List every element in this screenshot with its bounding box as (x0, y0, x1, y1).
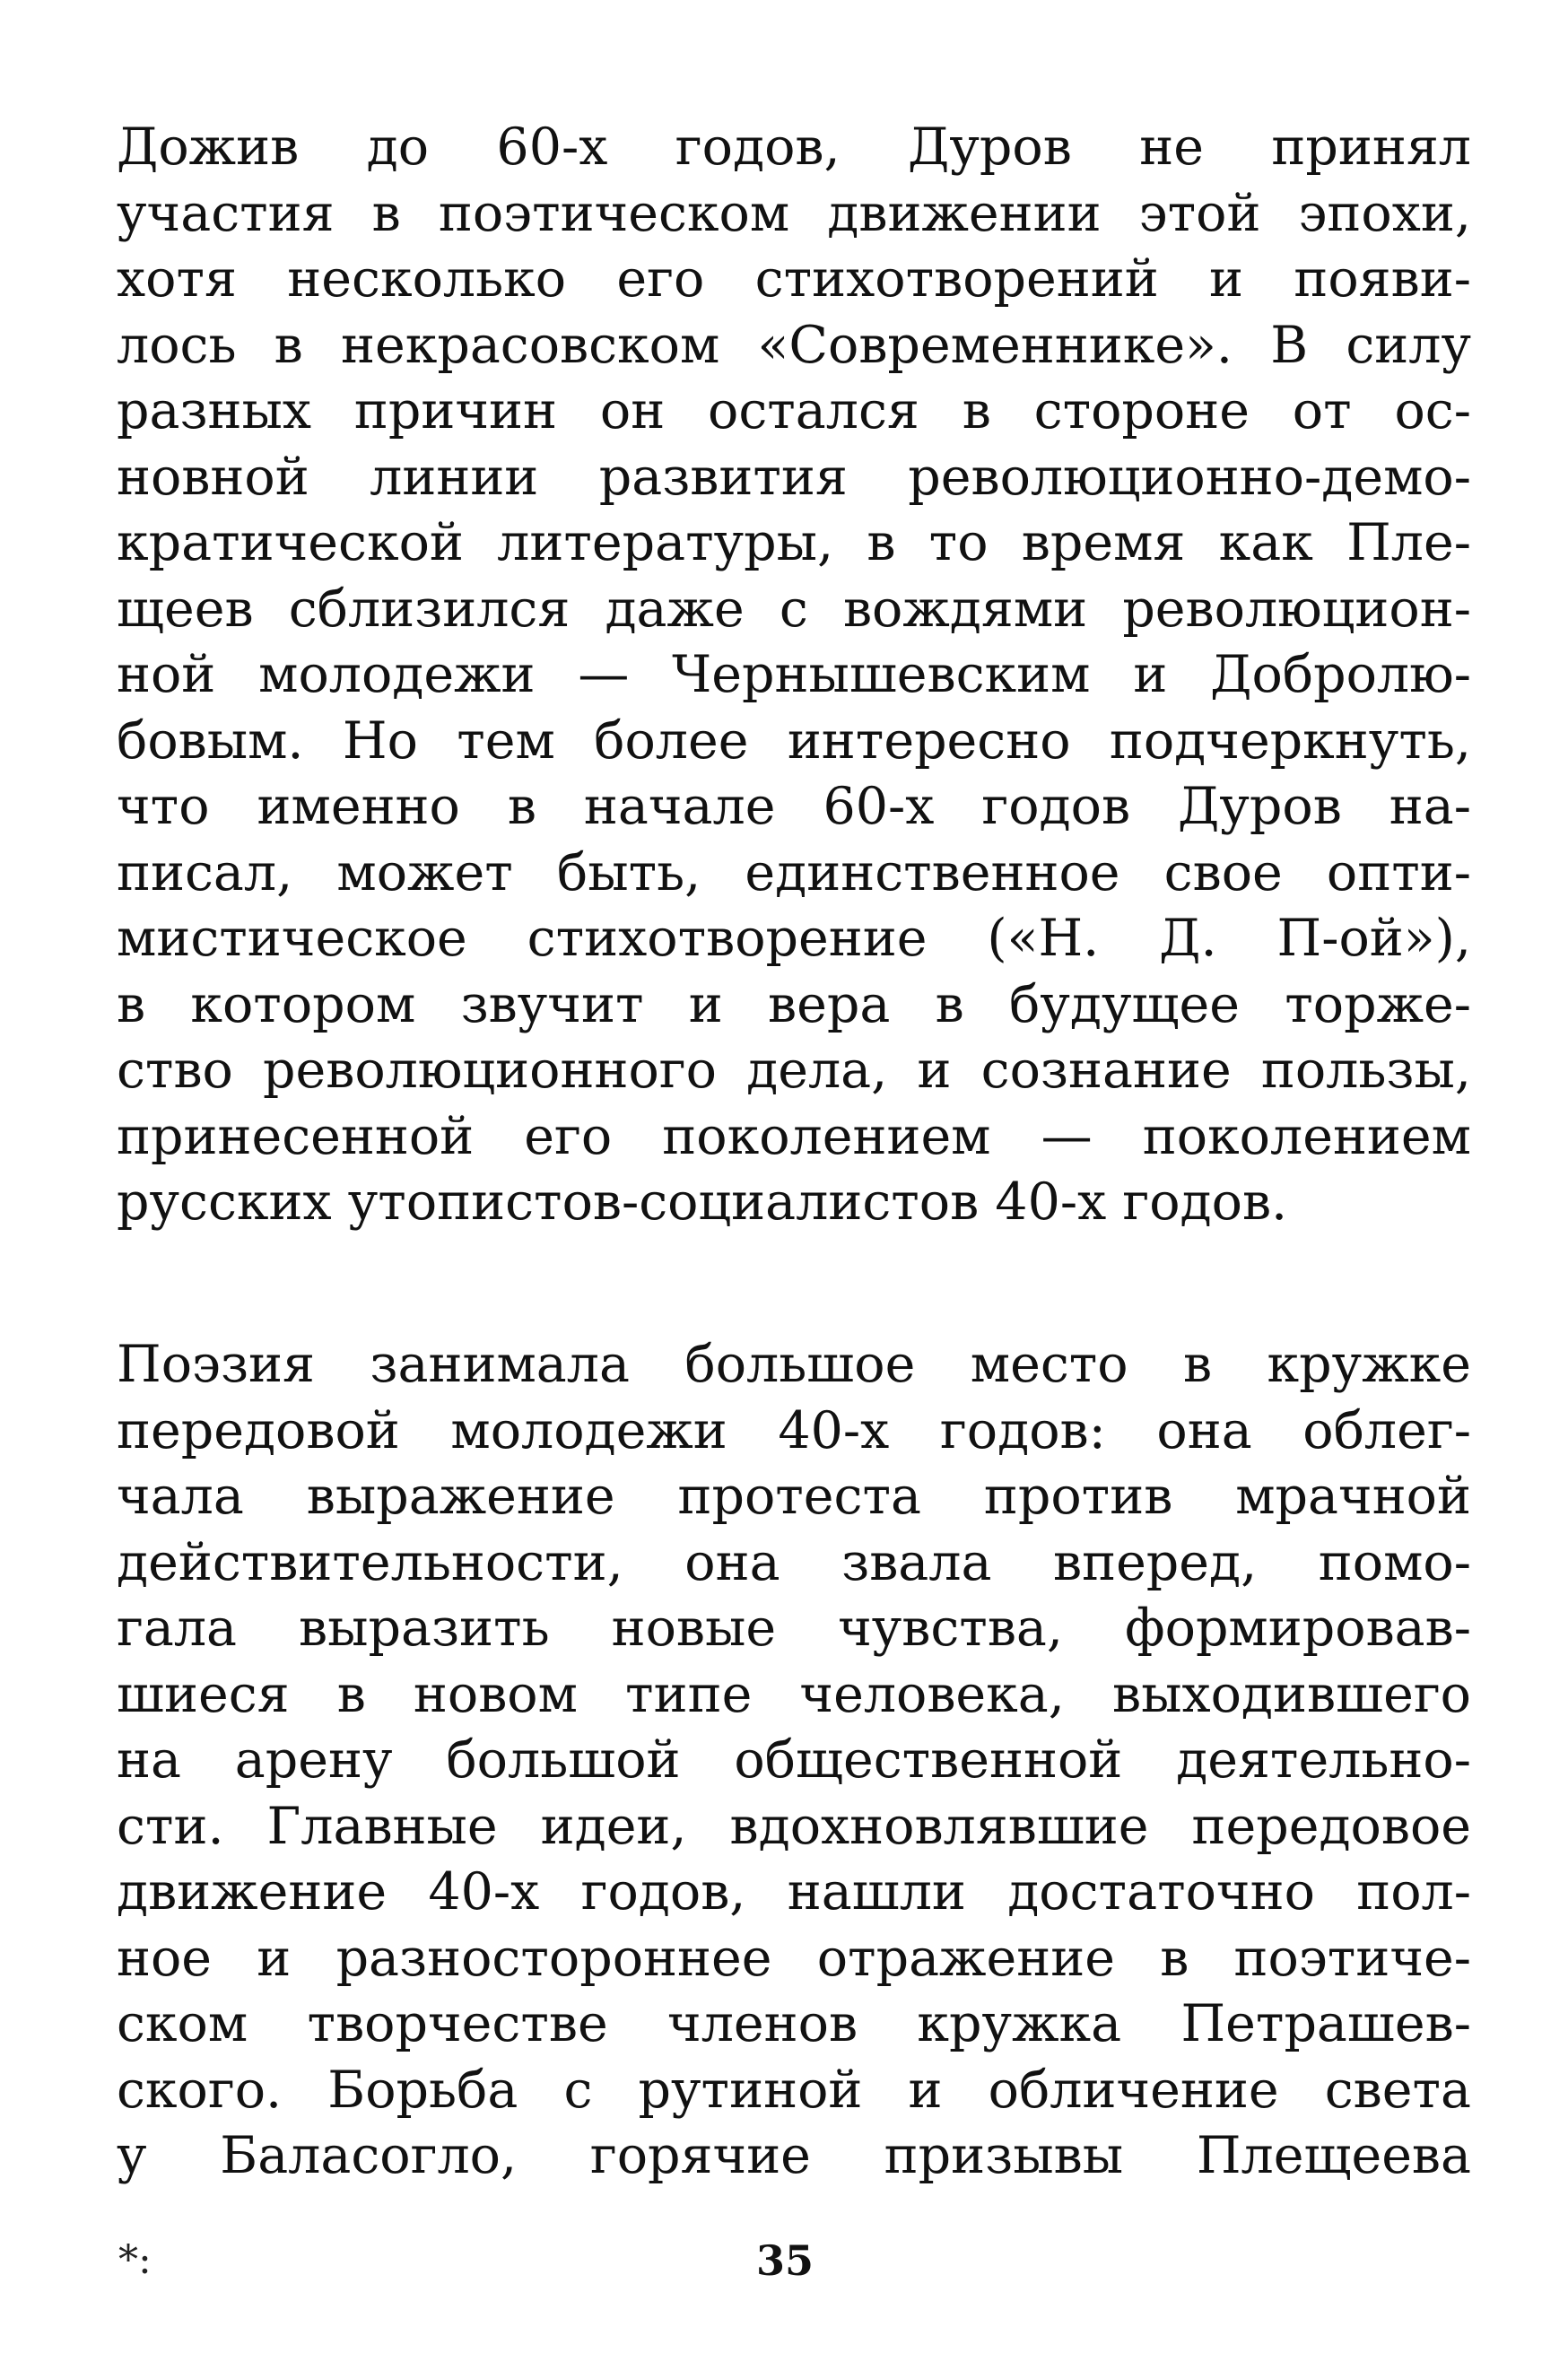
text-line: гала выразить новые чувства, формировав- (117, 1599, 1471, 1658)
text-line: в котором звучит и вера в будущее торже- (117, 974, 1471, 1034)
text-line: ное и разностороннее отражение в поэтиче- (117, 1928, 1471, 1988)
text-line: принесенной его поколением — поколением (117, 1106, 1471, 1166)
text-line: движение 40-х годов, нашли достаточно пол- (117, 1862, 1471, 1922)
paragraph-poetry (117, 1332, 1471, 2190)
text-line: русских утопистов-социалистов 40-х годов. (117, 1172, 1288, 1232)
text-line: участия в поэтическом движении этой эпохи, (117, 183, 1471, 243)
text-line: на арену большой общественной деятельно- (117, 1730, 1471, 1790)
text-line: шиеся в новом типе человека, выходившего (117, 1664, 1471, 1724)
text-line: хотя несколько его стихотворений и появи- (117, 249, 1471, 309)
text-line: чала выражение протеста против мрачной (117, 1467, 1471, 1526)
page-number: 35 (755, 2236, 814, 2285)
text-line: мистическое стихотворение («Н. Д. П-ой»), (117, 909, 1471, 968)
text-line: ского. Борьба с рутиной и обличение света (117, 2060, 1471, 2120)
text-line: действительности, она звала вперед, помо- (117, 1532, 1471, 1592)
text-line: щеев сблизился даже с вождями революцион- (117, 579, 1471, 639)
text-line: Дожив до 60-х годов, Дуров не принял (117, 118, 1471, 177)
text-line: ском творчестве членов кружка Петрашев- (117, 1994, 1471, 2053)
page-footer (0, 2234, 1568, 2305)
text-line: лось в некрасовском «Современнике». В силу (117, 315, 1471, 375)
text-line: новной линии развития революционно-демо- (117, 447, 1471, 507)
text-line: ство революционного дела, и сознание пользы, (117, 1041, 1471, 1100)
text-line: сти. Главные идеи, вдохновлявшие передовое (117, 1796, 1471, 1856)
text-line: писал, может быть, единственное свое опти- (117, 842, 1471, 902)
text-line: ной молодежи — Чернышевским и Добролю- (117, 645, 1471, 704)
text-line: что именно в начале 60-х годов Дуров на- (117, 777, 1471, 836)
text-line: разных причин он остался в стороне от ос- (117, 381, 1471, 440)
text-line: Поэзия занимала большое место в кружке (117, 1335, 1471, 1394)
text-line: бовым. Но тем более интересно подчеркнуть, (117, 710, 1471, 771)
paragraph-durov (117, 115, 1471, 1236)
text-line: у Баласогло, горячие призывы Плещеева (117, 2126, 1471, 2185)
text-line: кратической литературы, в то время как Пле- (117, 513, 1471, 572)
text-line: передовой молодежи 40-х годов: она облег- (117, 1400, 1471, 1460)
printer-mark: *: (118, 2237, 152, 2283)
